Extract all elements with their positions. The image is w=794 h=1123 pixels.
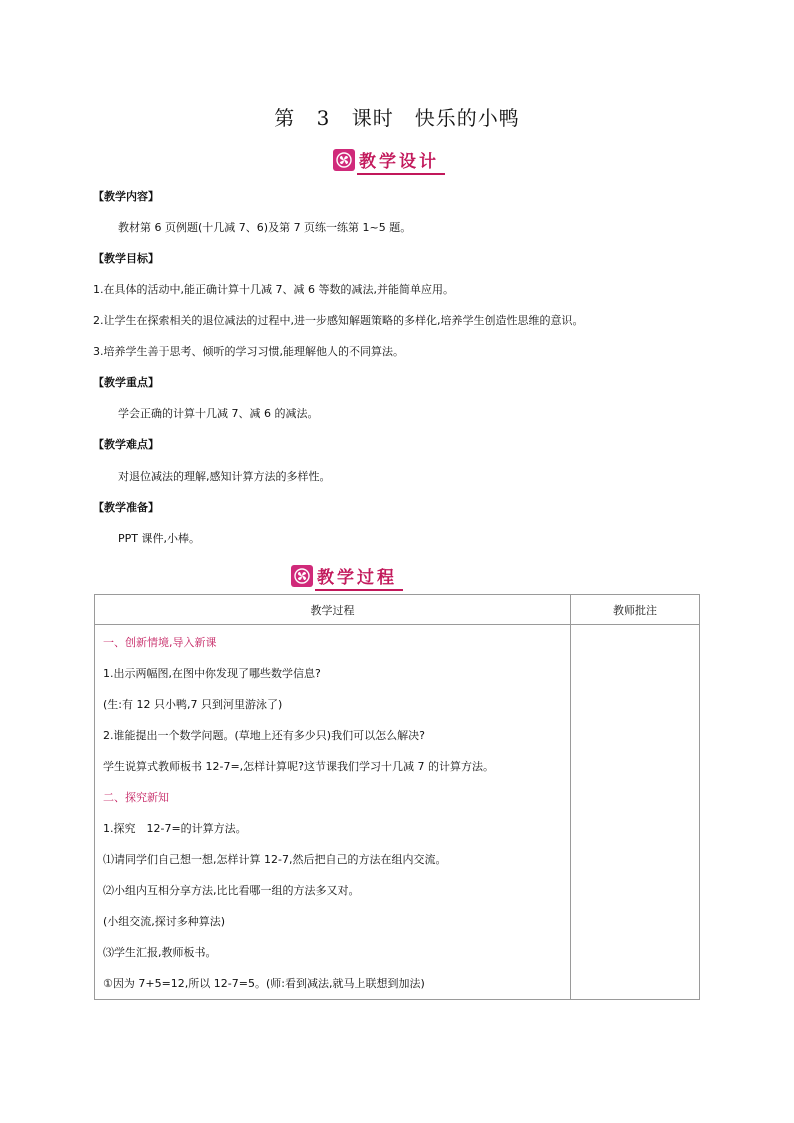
goal-item: 2.让学生在探索相关的退位减法的过程中,进一步感知解题策略的多样化,培养学生创造性思维的意识。 [93,314,584,327]
process-cell [95,625,571,1000]
prep-text: PPT 课件,小棒。 [118,532,200,545]
process-column-header: 教学过程 [95,595,571,625]
difficult-heading: 【教学难点】 [93,438,159,451]
pinwheel-icon [333,149,355,171]
process-line: ①因为 7+5=12,所以 12-7=5。(师:看到减法,就马上联想到加法) [103,977,425,990]
process-line: 1.探究 12-7=的计算方法。 [103,822,247,835]
process-line: 2.谁能提出一个数学问题。(草地上还有多少只)我们可以怎么解决? [103,729,425,742]
process-line: 1.出示两幅图,在图中你发现了哪些数学信息? [103,667,321,680]
process-line: (小组交流,探讨多种算法) [103,915,226,928]
goal-item: 1.在具体的活动中,能正确计算十几减 7、减 6 等数的减法,并能简单应用。 [93,283,454,296]
banner-label: 教学设计 [357,146,445,175]
teaching-process-table [94,594,700,1000]
goals-heading: 【教学目标】 [93,252,159,265]
key-heading: 【教学重点】 [93,376,159,389]
section-heading: 二、探究新知 [103,791,169,804]
teacher-notes-cell [571,625,700,1000]
banner-label: 教学过程 [315,562,403,591]
content-text: 教材第 6 页例题(十几减 7、6)及第 7 页练一练第 1~5 题。 [118,221,412,234]
process-line: 学生说算式教师板书 12-7=,怎样计算呢?这节课我们学习十几减 7 的计算方法。 [103,760,495,773]
notes-column-header: 教师批注 [571,595,700,625]
process-line: ⑴请同学们自己想一想,怎样计算 12-7,然后把自己的方法在组内交流。 [103,853,447,866]
goal-item: 3.培养学生善于思考、倾听的学习习惯,能理解他人的不同算法。 [93,345,404,358]
process-line: (生:有 12 只小鸭,7 只到河里游泳了) [103,698,283,711]
lesson-title: 第 3 课时 快乐的小鸭 [274,106,520,130]
section-heading: 一、创新情境,导入新课 [103,636,217,649]
process-line: ⑶学生汇报,教师板书。 [103,946,217,959]
key-text: 学会正确的计算十几减 7、减 6 的减法。 [118,407,319,420]
prep-heading: 【教学准备】 [93,501,159,514]
teaching-design-banner [333,148,445,172]
pinwheel-icon [291,565,313,587]
difficult-text: 对退位减法的理解,感知计算方法的多样性。 [118,470,331,483]
content-heading: 【教学内容】 [93,190,159,203]
teaching-process-banner [291,564,403,588]
process-line: ⑵小组内互相分享方法,比比看哪一组的方法多又对。 [103,884,360,897]
